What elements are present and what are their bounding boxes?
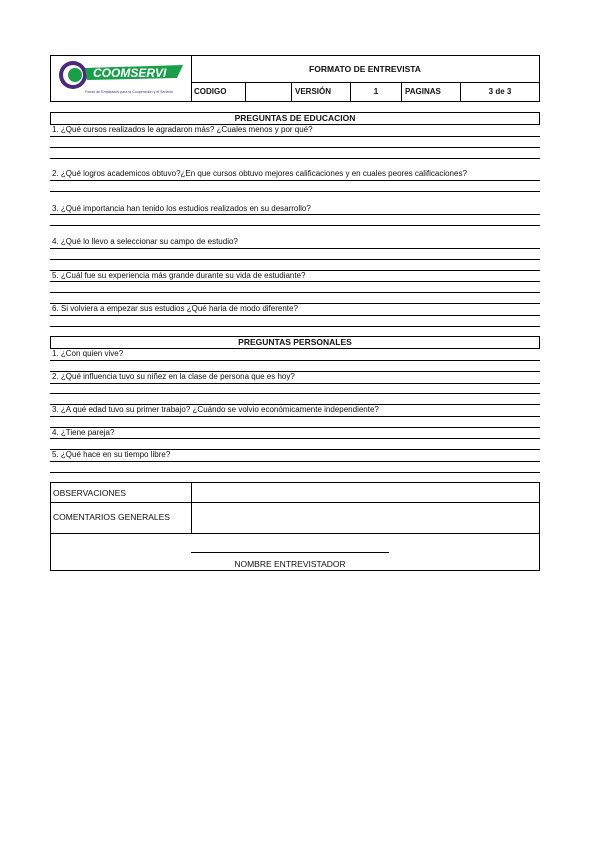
answer-line[interactable] [50, 315, 540, 316]
answer-line[interactable] [50, 214, 540, 215]
education-question: 3. ¿Qué importancia han tenido los estudios realizados en su desarrollo? [52, 204, 311, 213]
answer-line[interactable] [50, 326, 540, 327]
logo-cell [51, 56, 192, 101]
brand-tagline: Fondo de Empleados para la Cooperación y el Servicio [85, 90, 173, 94]
answer-line[interactable] [50, 180, 540, 181]
answer-line[interactable] [50, 136, 540, 137]
education-question: 6. Si volviera a empezar sus estudios ¿Qué haria de modo diferente? [52, 304, 298, 313]
personal-question: 2. ¿Qué influencia tuvo su niñez en la clase de persona que es hoy? [52, 372, 295, 381]
personal-question: 5. ¿Qué hace en su tiempo libre? [52, 450, 171, 459]
education-question: 2. ¿Qué logros academicos obtuvo?¿En que cursos obtuvo mejores calificaciones y en cuales peores calificaciones? [52, 169, 467, 178]
education-section-title: PREGUNTAS DE EDUCACION [50, 112, 540, 125]
answer-line[interactable] [50, 248, 540, 249]
answer-line[interactable] [50, 281, 540, 282]
paginas-label: PAGINAS [402, 82, 461, 101]
observaciones-field[interactable] [193, 484, 537, 501]
answer-line[interactable] [50, 427, 540, 428]
answer-line[interactable] [50, 360, 540, 361]
education-question: 5. ¿Cuál fue su experiencia más grande durante su vida de estudiante? [52, 271, 306, 280]
education-question: 1. ¿Qué cursos realizados le agradaron más? ¿Cuales menos y por qué? [52, 125, 313, 134]
observations-box [50, 482, 540, 571]
version-value: 1 [351, 82, 402, 101]
signature-line[interactable] [191, 552, 389, 553]
answer-line[interactable] [50, 393, 540, 394]
answer-line[interactable] [50, 472, 540, 473]
answer-line[interactable] [50, 225, 540, 226]
answer-line[interactable] [50, 416, 540, 417]
personal-question: 3. ¿A qué edad tuvo su primer trabajo? ¿Cuándo se volvio económicamente independiente? [52, 405, 379, 414]
answer-line[interactable] [50, 461, 540, 462]
answer-line[interactable] [50, 158, 540, 159]
answer-line[interactable] [50, 191, 540, 192]
answer-line[interactable] [50, 259, 540, 260]
codigo-label: CODIGO [191, 82, 246, 101]
row-divider [51, 533, 539, 534]
personal-question: 4. ¿Tiene pareja? [52, 428, 115, 437]
personal-section-title: PREGUNTAS PERSONALES [50, 336, 540, 349]
answer-line[interactable] [50, 438, 540, 439]
column-divider [191, 483, 192, 533]
row-divider [51, 502, 539, 503]
codigo-value[interactable] [246, 82, 292, 101]
answer-line[interactable] [50, 147, 540, 148]
comentarios-label: COMENTARIOS GENERALES [53, 512, 170, 522]
form-title: FORMATO DE ENTREVISTA [191, 56, 539, 83]
entrevistador-label: NOMBRE ENTREVISTADOR [234, 559, 346, 569]
header-meta-row [191, 82, 539, 101]
personal-question: 1. ¿Con quien vive? [52, 349, 124, 358]
comentarios-field[interactable] [193, 504, 537, 532]
observaciones-label: OBSERVACIONES [53, 488, 126, 498]
answer-line[interactable] [50, 292, 540, 293]
paginas-value: 3 de 3 [488, 87, 512, 96]
coomservi-logo [55, 58, 189, 98]
form-header [50, 55, 540, 102]
education-question: 4. ¿Qué lo llevo a seleccionar su campo de estudio? [52, 237, 238, 246]
brand-name: COOMSERVI [93, 66, 167, 80]
answer-line[interactable] [50, 383, 540, 384]
version-label: VERSIÓN [292, 82, 351, 101]
